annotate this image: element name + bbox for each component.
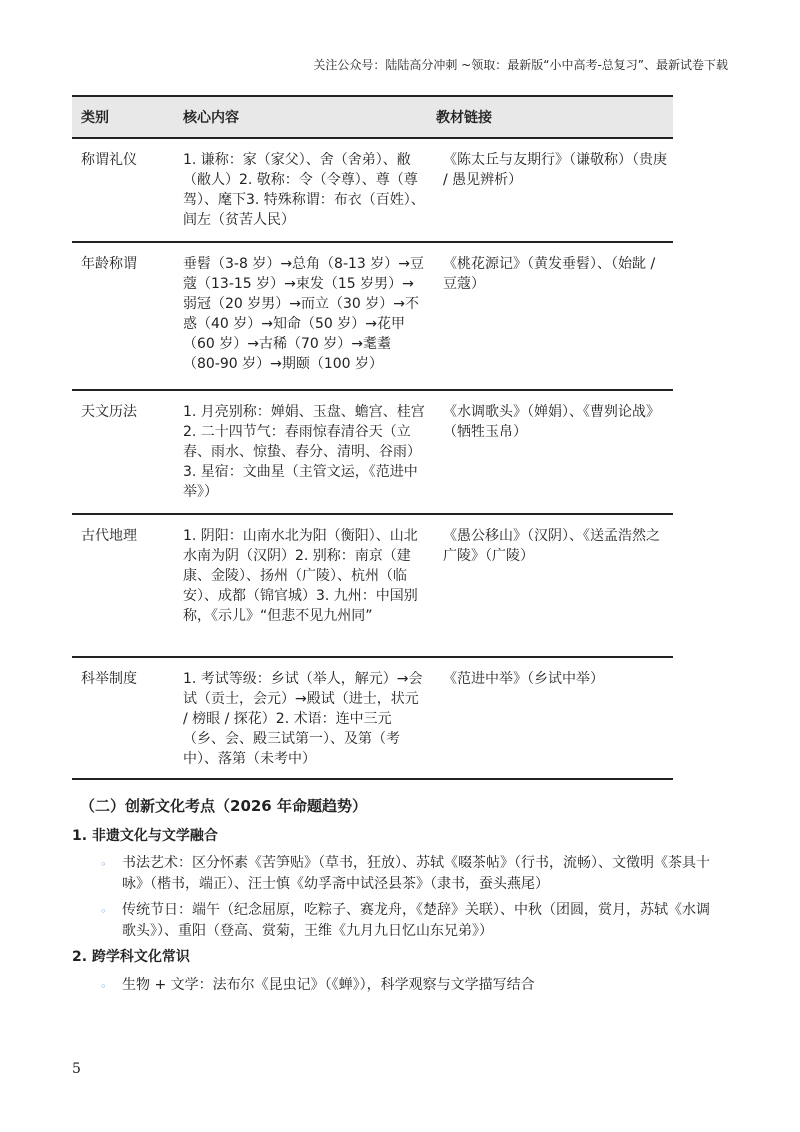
row-content: 1. 阴阳：山南水北为阳（衡阳）、山北水南为阴（汉阴）2. 别称：南京（建康、金陵）、扬州（广陵）、杭州（临安）、成都（锦官城）3. 九州：中国别称，《示儿》“但悲不见九州同” [174,514,427,657]
row-category: 科举制度 [72,657,174,779]
row-category: 年龄称谓 [72,242,174,390]
list-item [98,900,718,942]
bullet-icon: ◦ [100,980,107,993]
table-header-row [72,96,673,138]
list-item-text: 传统节日：端午（纪念屈原，吃粽子、赛龙舟，《楚辞》关联）、中秋（团圆，赏月，苏轼《水调歌头》）、重阳（登高、赏菊，王维《九月九日忆山东兄弟》） [122,902,710,939]
table-row [72,514,673,657]
table-row [72,390,673,514]
column-header-link: 教材链接 [427,96,673,138]
row-content: 1. 考试等级：乡试（举人，解元）→会试（贡士，会元）→殿试（进士，状元 / 榜眼 / 探花）2. 术语：连中三元（乡、会、殿三试第一）、及第（考中）、落第（未考中） [174,657,427,779]
list-item [98,975,718,996]
row-category: 称谓礼仪 [72,138,174,242]
table-row [72,657,673,779]
section-heading: （二）创新文化考点（2026 年命题趋势） [80,797,367,815]
row-link: 《愚公移山》（汉阴）、《送孟浩然之广陵》（广陵） [427,514,673,657]
row-content: 1. 谦称：家（家父）、舍（舍弟）、敝（敝人）2. 敬称：令（令尊）、尊（尊驾）、麾下3. 特殊称谓：布衣（百姓）、闾左（贫苦人民） [174,138,427,242]
list-item-text: 生物 + 文学：法布尔《昆虫记》（《蝉》），科学观察与文学描写结合 [122,977,535,993]
list-item-text: 书法艺术：区分怀素《苦笋贴》（草书，狂放）、苏轼《啜茶帖》（行书，流畅）、文徵明《茶具十咏》（楷书，端正）、汪士慎《幼孚斋中试泾县茶》（隶书，蚕头燕尾） [122,855,710,892]
row-link: 《陈太丘与友期行》（谦敬称）（贵庚 / 愚见辨析） [427,138,673,242]
table-row [72,242,673,390]
row-link: 《范进中举》（乡试中举） [427,657,673,779]
row-content: 垂髫（3-8 岁）→总角（8-13 岁）→豆蔻（13-15 岁）→束发（15 岁男）→弱冠（20 岁男）→而立（30 岁）→不惑（40 岁）→知命（50 岁）→花甲（60 岁）→古稀（70 岁）→耄耋（80-90 岁）→期颐（100 岁） [174,242,427,390]
bullet-icon: ◦ [100,905,107,918]
column-header-content: 核心内容 [174,96,427,138]
bullet-icon: ◦ [100,858,107,871]
subsection-heading: 1. 非遗文化与文学融合 [72,828,218,844]
subsection-heading: 2. 跨学科文化常识 [72,949,190,965]
table-row [72,138,673,242]
column-header-category: 类别 [72,96,174,138]
row-category: 天文历法 [72,390,174,514]
row-link: 《水调歌头》（婵娟）、《曹刿论战》（牺牲玉帛） [427,390,673,514]
row-category: 古代地理 [72,514,174,657]
page-header: 关注公众号：陆陆高分冲刺 ~领取：最新版“小中高考-总复习”、最新试卷下载 [313,58,728,72]
culture-table [72,95,673,780]
row-content: 1. 月亮别称：婵娟、玉盘、蟾宫、桂宫 2. 二十四节气：春雨惊春清谷天（立春、雨水、惊蛰、春分、清明、谷雨）3. 星宿：文曲星（主管文运，《范进中举》） [174,390,427,514]
page-number: 5 [72,1061,81,1077]
row-link: 《桃花源记》（黄发垂髫）、（始龀 / 豆蔻） [427,242,673,390]
list-item [98,853,718,895]
